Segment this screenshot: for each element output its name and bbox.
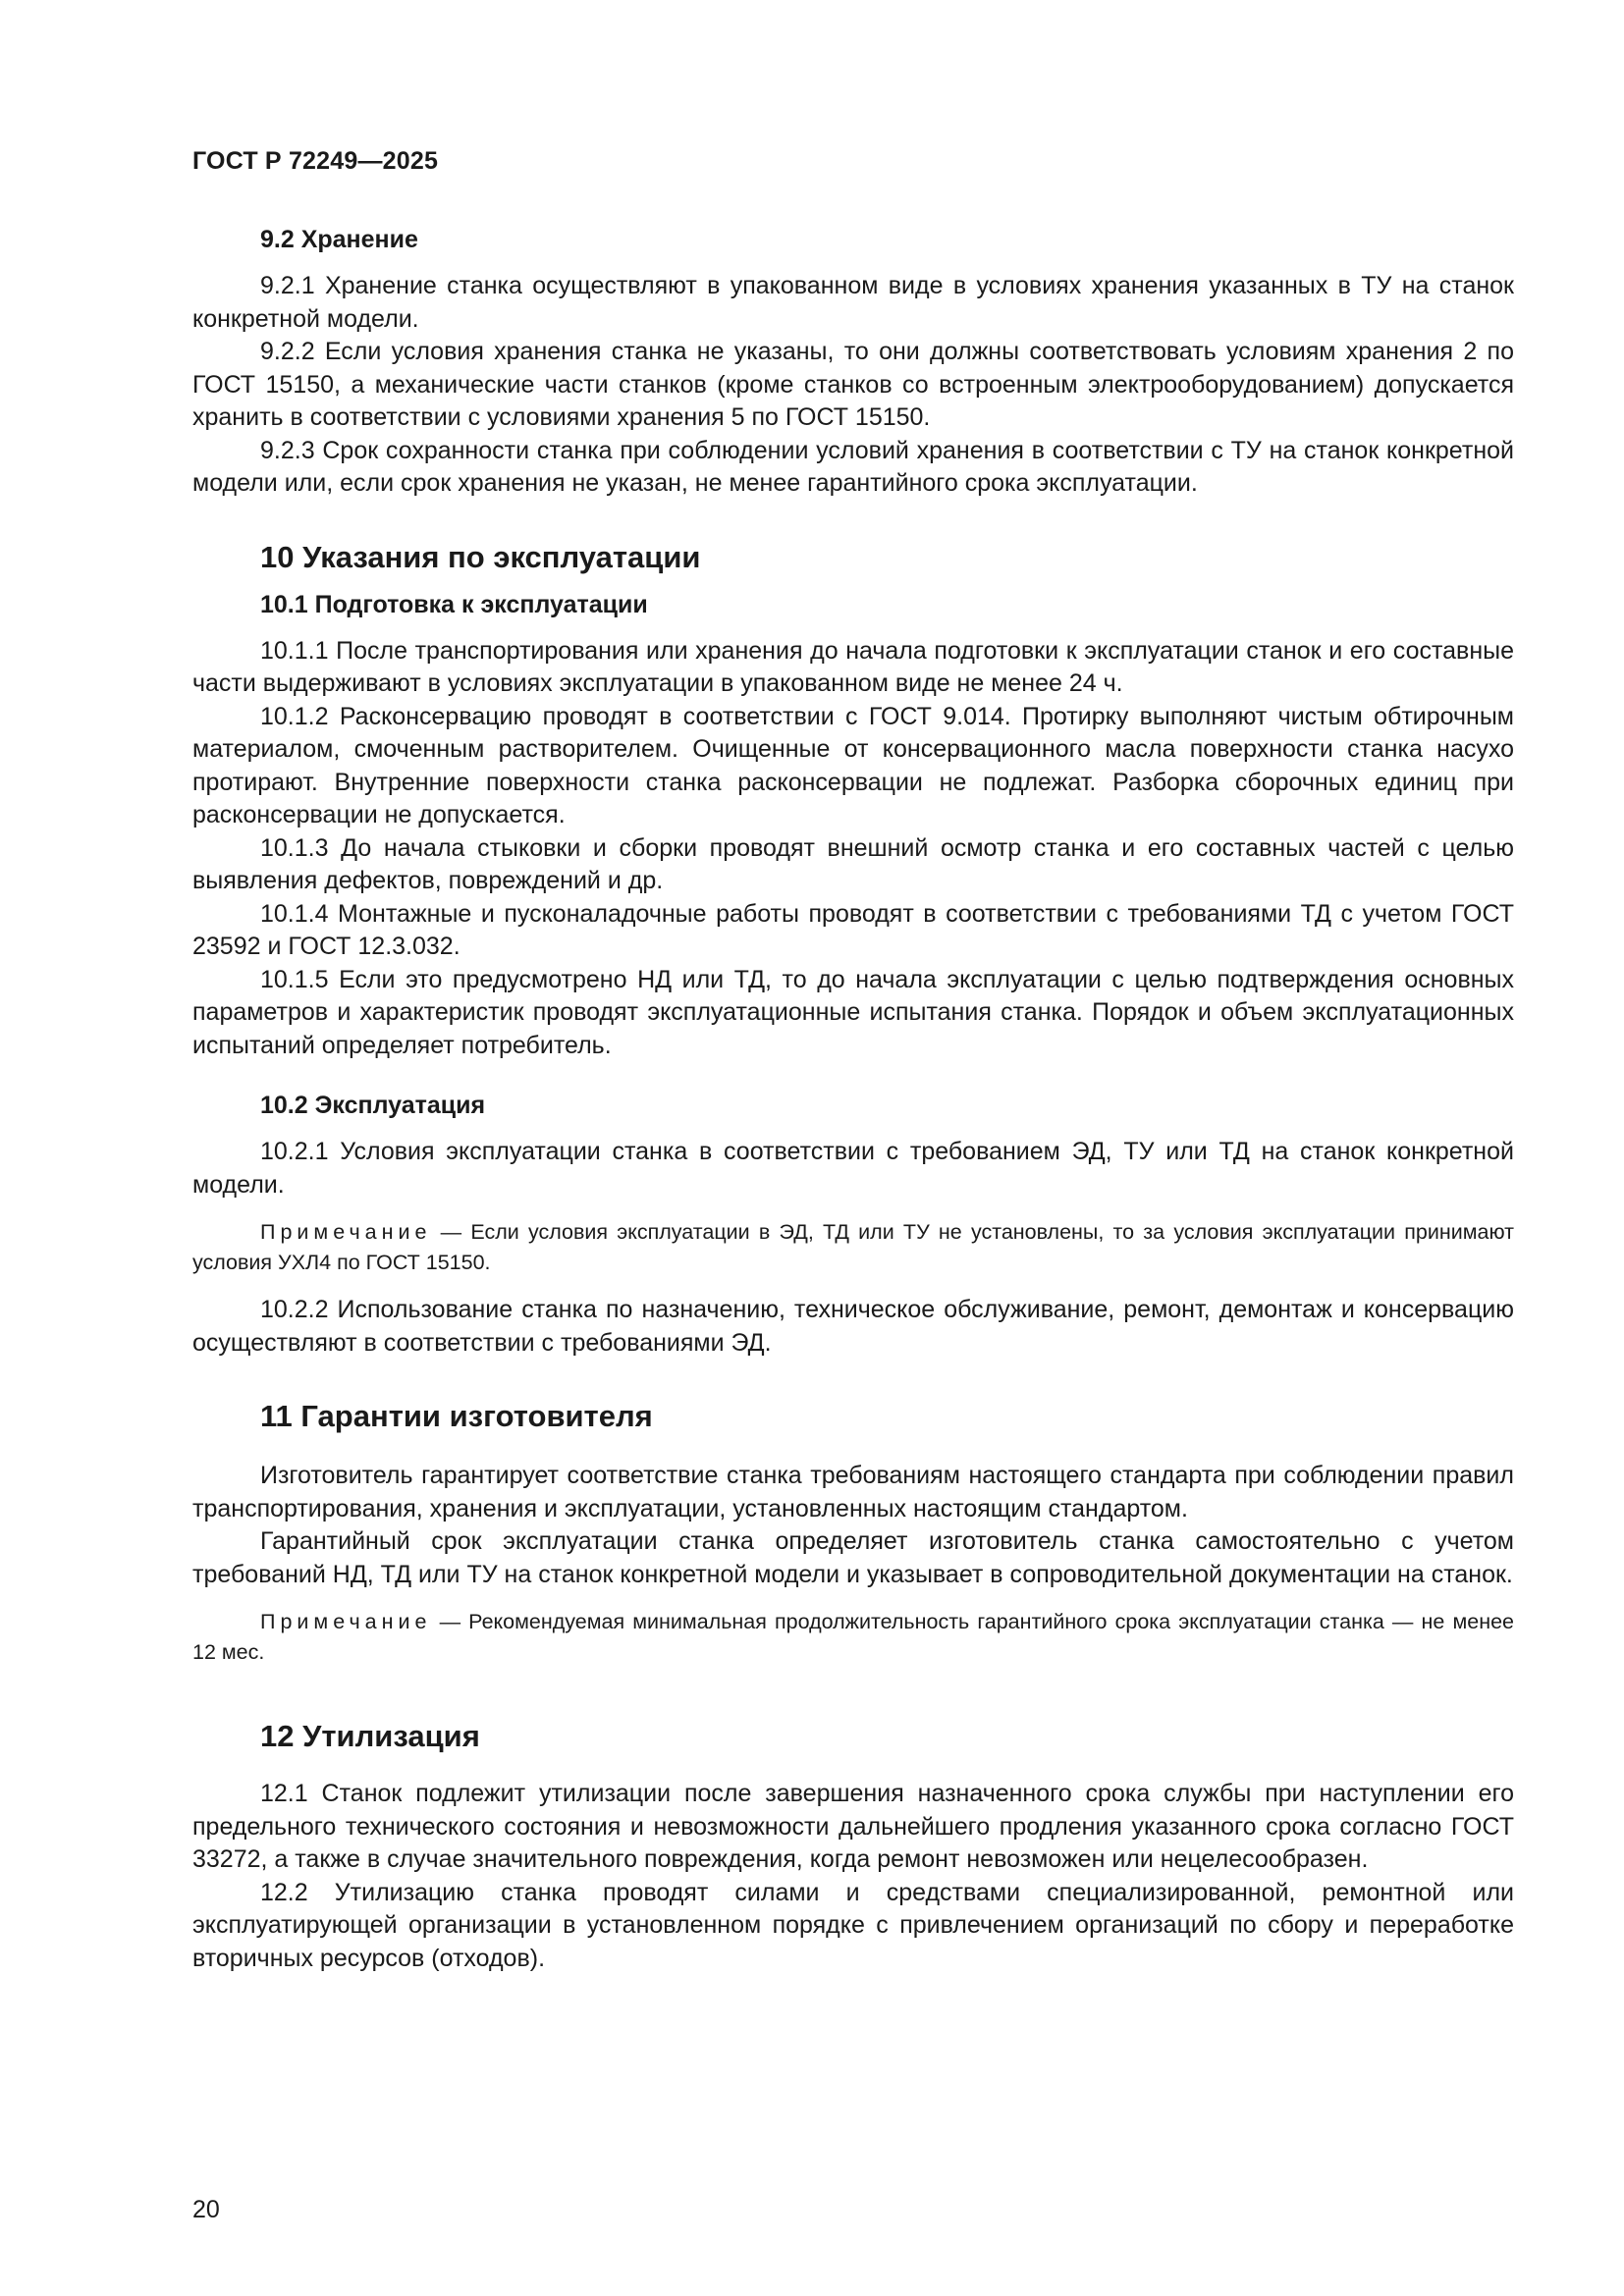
section-title-11: 11 Гарантии изготовителя xyxy=(260,1399,653,1433)
paragraph-10-1-1: 10.1.1 После транспортирования или хранения до начала подготовки к эксплуатации станок и его составные части выдерживают в условиях эксплуатации в упакованном виде не менее 24 ч. xyxy=(192,636,1514,697)
paragraph-11-2: Гарантийный срок эксплуатации станка определяет изготовитель станка самостоятельно с учетом требований НД, ТД или ТУ на станок конкретной модели и указывает в сопроводительной документации на станок. xyxy=(192,1527,1514,1588)
paragraph-10-1-2: 10.1.2 Расконсервацию проводят в соответствии с ГОСТ 9.014. Протирку выполняют чистым обтирочным материалом, смоченным растворителем. Очищенные от консервационного масла поверхности станка насухо протирают. Внутренние поверхности станка расконсервации не подлежат. Разборка сборочных единиц при расконсервации не допускается. xyxy=(192,702,1514,828)
note-10-2 xyxy=(192,1217,1514,1278)
note-text: — Рекомендуемая минимальная продолжительность гарантийного срока эксплуатации станка — не менее 12 мес. xyxy=(192,1610,1514,1664)
subsection-title-10-1: 10.1 Подготовка к эксплуатации xyxy=(260,590,648,618)
page-number: 20 xyxy=(192,2196,220,2223)
section-title-12: 12 Утилизация xyxy=(260,1719,480,1753)
paragraph-10-1-3: 10.1.3 До начала стыковки и сборки проводят внешний осмотр станка и его составных частей с целью выявления дефектов, повреждений и др. xyxy=(192,833,1514,894)
document-code-header: ГОСТ Р 72249—2025 xyxy=(192,147,439,175)
paragraph-9-2-1: 9.2.1 Хранение станка осуществляют в упакованном виде в условиях хранения указанных в ТУ на станок конкретной модели. xyxy=(192,272,1514,333)
subsection-title-9-2: 9.2 Хранение xyxy=(260,226,418,253)
note-11 xyxy=(192,1607,1514,1668)
paragraph-9-2-2: 9.2.2 Если условия хранения станка не указаны, то они должны соответствовать условиям хранения 2 по ГОСТ 15150, а механические части станков (кроме станков со встроенным электрооборудованием) допускается хранить в соответствии с условиями хранения 5 по ГОСТ 15150. xyxy=(192,338,1514,431)
note-text: — Если условия эксплуатации в ЭД, ТД или ТУ не установлены, то за условия эксплуатации принимают условия УХЛ4 по ГОСТ 15150. xyxy=(192,1220,1514,1274)
document-body xyxy=(192,224,1514,1975)
note-label: Примечание xyxy=(260,1220,432,1244)
paragraph-12-1: 12.1 Станок подлежит утилизации после завершения назначенного срока службы при наступлении его предельного технического состояния и невозможности дальнейшего продления указанного срока согласно ГОСТ 33272, а также в случае значительного повреждения, когда ремонт невозможен или нецелесообразен. xyxy=(192,1780,1514,1873)
paragraph-10-1-5: 10.1.5 Если это предусмотрено НД или ТД, то до начала эксплуатации с целью подтверждения основных параметров и характеристик проводят эксплуатационные испытания станка. Порядок и объем эксплуатационных испытаний определяет потребитель. xyxy=(192,965,1514,1059)
section-title-10: 10 Указания по эксплуатации xyxy=(260,539,701,574)
paragraph-12-2: 12.2 Утилизацию станка проводят силами и средствами специализированной, ремонтной или эксплуатирующей организации в установленном порядке с привлечением организаций по сбору и переработке вторичных ресурсов (отходов). xyxy=(192,1878,1514,1972)
paragraph-9-2-3: 9.2.3 Срок сохранности станка при соблюдении условий хранения в соответствии с ТУ на станок конкретной модели или, если срок хранения не указан, не менее гарантийного срока эксплуатации. xyxy=(192,436,1514,497)
paragraph-10-2-2: 10.2.2 Использование станка по назначению, техническое обслуживание, ремонт, демонтаж и консервацию осуществляют в соответствии с требованиями ЭД. xyxy=(192,1296,1514,1357)
paragraph-10-2-1: 10.2.1 Условия эксплуатации станка в соответствии с требованием ЭД, ТУ или ТД на станок конкретной модели. xyxy=(192,1138,1514,1199)
paragraph-10-1-4: 10.1.4 Монтажные и пусконаладочные работы проводят в соответствии с требованиями ТД с учетом ГОСТ 23592 и ГОСТ 12.3.032. xyxy=(192,899,1514,960)
paragraph-11-1: Изготовитель гарантирует соответствие станка требованиям настоящего стандарта при соблюдении правил транспортирования, хранения и эксплуатации, установленных настоящим стандартом. xyxy=(192,1462,1514,1522)
note-label: Примечание xyxy=(260,1610,432,1633)
subsection-title-10-2: 10.2 Эксплуатация xyxy=(260,1092,486,1119)
